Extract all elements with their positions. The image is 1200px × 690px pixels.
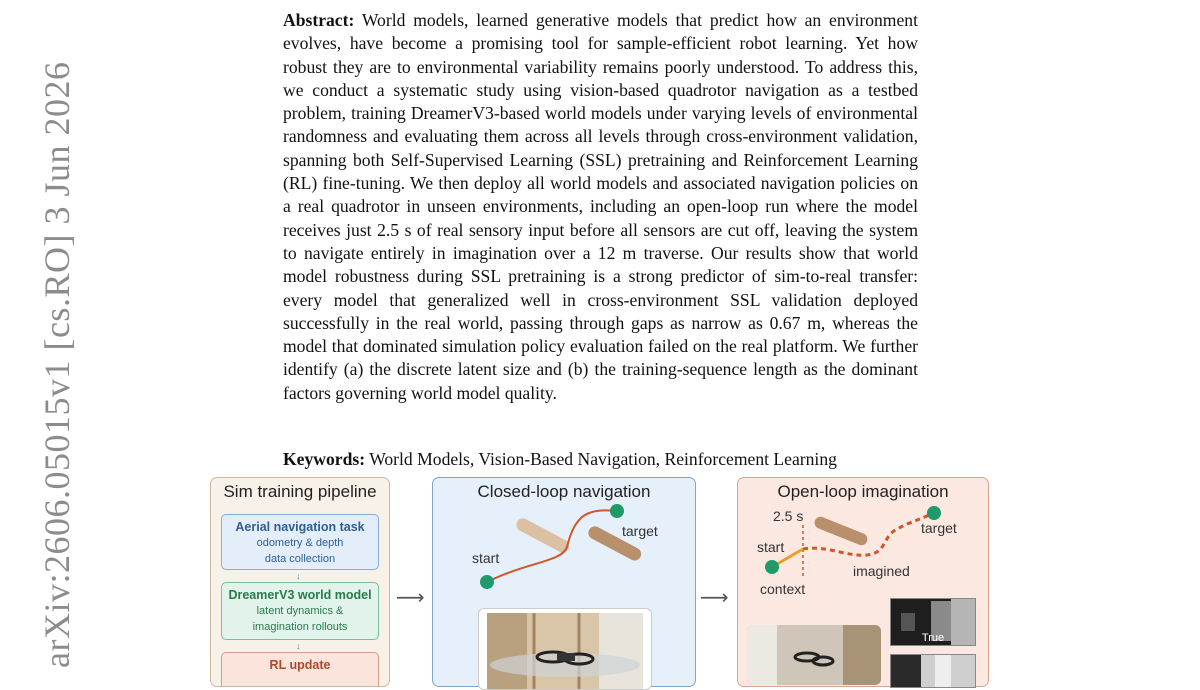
open-loop-target-label: target — [921, 520, 957, 536]
sim-training-panel — [210, 477, 390, 687]
context-label: context — [760, 581, 806, 597]
imagined-label: imagined — [853, 563, 910, 579]
world-model-sub1: latent dynamics & — [256, 605, 344, 617]
target-node — [610, 504, 624, 518]
world-model-sub2: imagination rollouts — [252, 621, 348, 633]
real-flight-photo — [747, 625, 881, 685]
down-arrow-icon: ↓ — [296, 641, 301, 651]
open-loop-start-label: start — [757, 539, 785, 555]
time-label: 2.5 s — [773, 508, 804, 524]
abstract — [283, 9, 918, 405]
rl-update-box — [221, 652, 379, 687]
aerial-navigation-sub1: odometry & depth — [256, 537, 344, 549]
abstract-label: Abstract: — [283, 10, 355, 30]
start-node — [480, 575, 494, 589]
open-loop-title: Open-loop imagination — [777, 482, 949, 501]
aerial-navigation-sub2: data collection — [264, 553, 336, 565]
closed-loop-target-label: target — [622, 523, 658, 539]
thumbnail-label: True — [921, 632, 945, 644]
keywords-label: Keywords: — [283, 449, 366, 469]
open-loop-target-node — [927, 506, 941, 520]
aerial-navigation-title: Aerial navigation task — [235, 520, 365, 534]
keywords — [283, 448, 983, 471]
rl-update-title: RL update — [269, 658, 331, 672]
keywords-text: World Models, Vision-Based Navigation, Reinforcement Learning — [369, 449, 837, 469]
open-loop-start-node — [765, 560, 779, 574]
down-arrow-icon: ↓ — [296, 571, 301, 581]
obstacle — [813, 515, 869, 547]
real-drone-photo — [478, 608, 652, 690]
depth-thumbnail — [890, 598, 976, 646]
aerial-navigation-box — [221, 514, 379, 570]
world-model-title: DreamerV3 world model — [228, 588, 372, 602]
obstacle-left — [514, 516, 571, 555]
flight-photo-illustration — [747, 625, 881, 685]
closed-loop-title: Closed-loop navigation — [477, 482, 651, 501]
arxiv-stamp: arXiv:2606.05015v1 [cs.RO] 3 Jun 2026 — [37, 61, 77, 668]
closed-loop-diagram — [432, 477, 696, 607]
drone-photo-illustration — [479, 609, 651, 689]
depth-thumbnail-image-2 — [891, 655, 976, 688]
world-model-box — [221, 582, 379, 640]
sim-training-title: Sim training pipeline — [223, 482, 377, 501]
right-arrow-icon: ⟶ — [396, 587, 425, 609]
closed-loop-start-label: start — [472, 550, 500, 566]
depth-thumbnail-2 — [890, 654, 976, 688]
abstract-text: World models, learned generative models that predict how an environment evolves, have become a promising tool for sample-efficient robot learning. Yet how robust they are to environmental variability remains poorly understood. To address this, we conduct a systematic study using vision-based quadrotor navigation as a testbed problem, training DreamerV3-based world models under varying levels of environmental randomness and evaluating them across all levels through cross-environment validation, spanning both Self-Supervised Learning (SSL) pretraining and Reinforcement Learning (RL) fine-tuning. We then deploy all world models and associated navigation policies on a real quadrotor in unseen environments, including an open-loop run where the model receives just 2.5 s of real sensory input before all sensors are cut off, leaving the system to navigate entirely in imagination over a 12 m traverse. Our results show that world model robustness during SSL pretraining is a strong predictor of sim-to-real transfer: every model that generalized well in cross-environment SSL validation deployed successfully in the real world, passing through gaps as narrow as 0.67 m, whereas the model that dominated simulation policy evaluation failed on the real platform. We further identify (a) the discrete latent size and (b) the training-sequence length as the dominant factors governing world model quality. — [283, 10, 918, 403]
right-arrow-icon: ⟶ — [700, 587, 729, 609]
